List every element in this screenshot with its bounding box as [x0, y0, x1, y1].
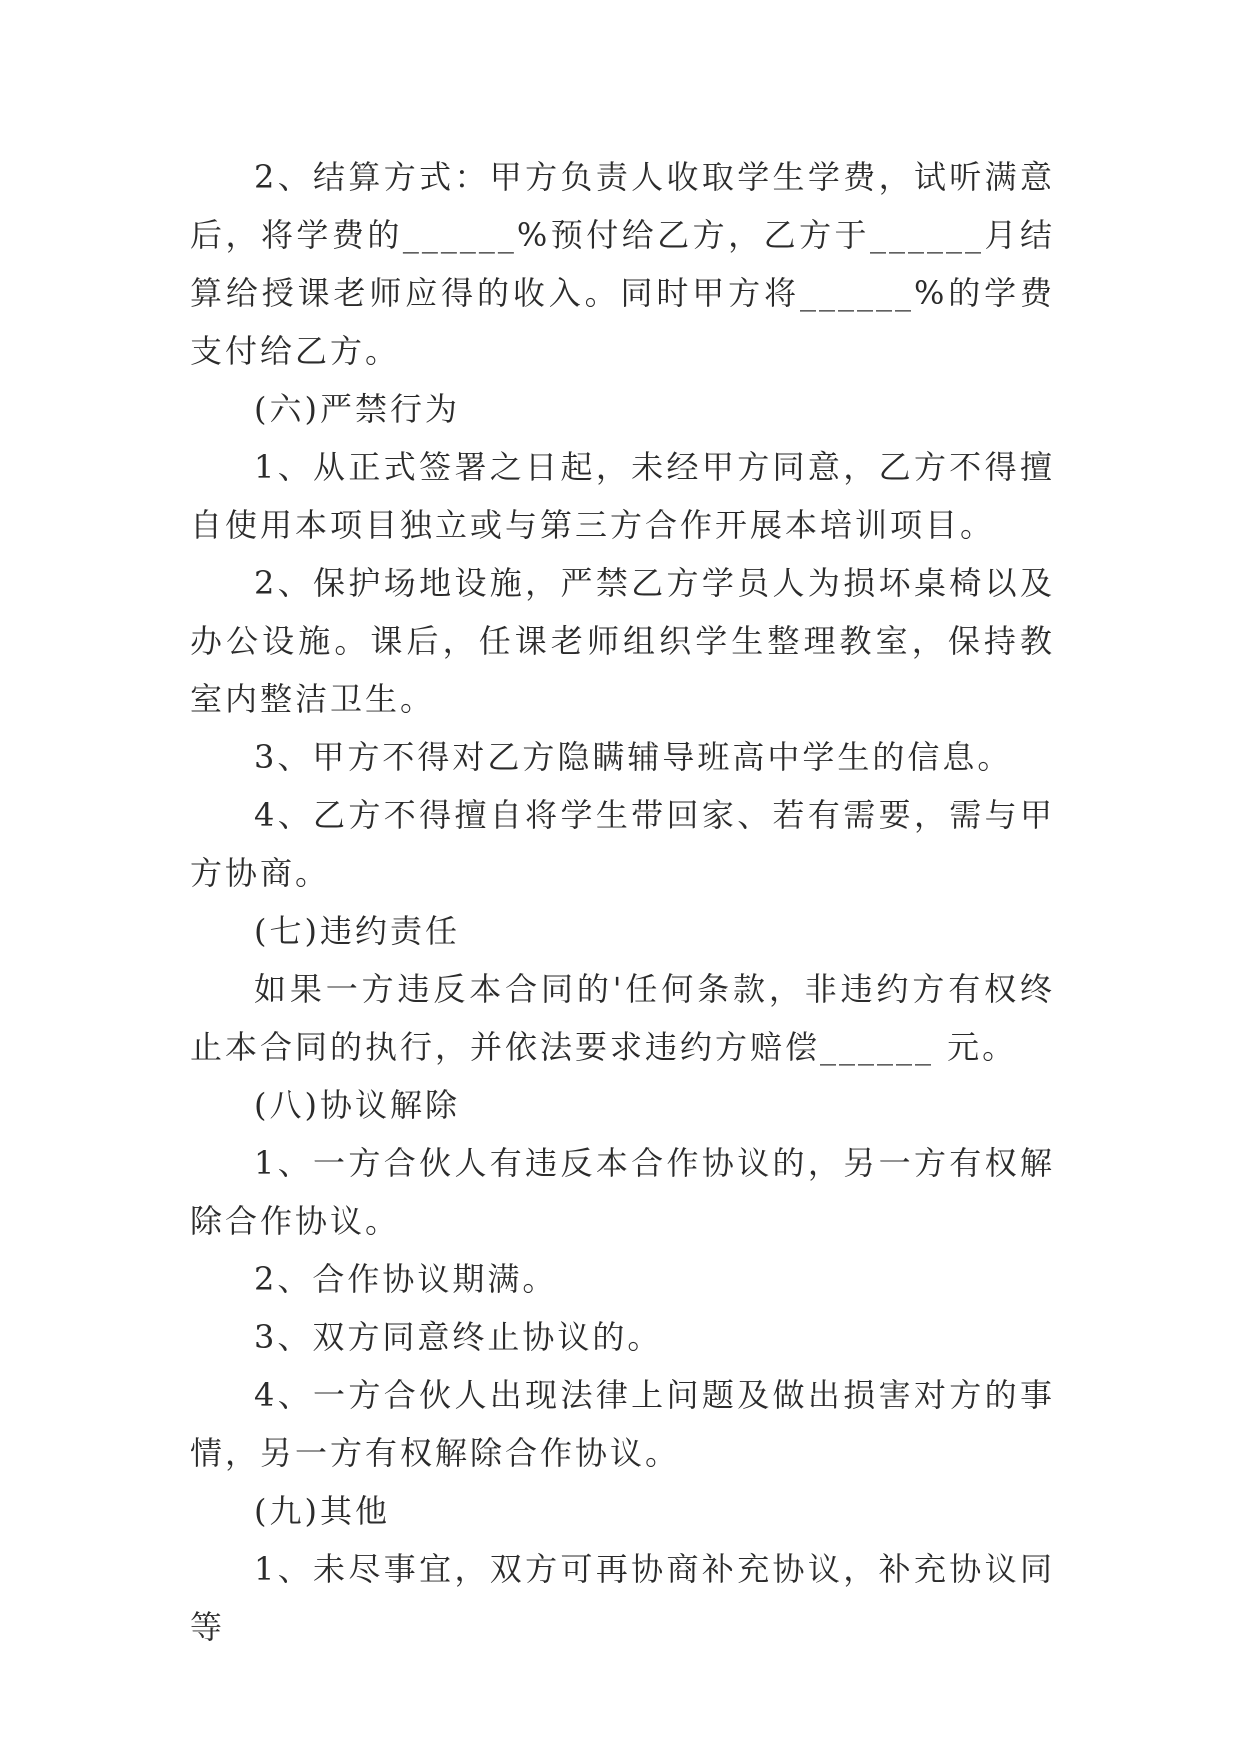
paragraph-liability: 如果一方违反本合同的'任何条款，非违约方有权终止本合同的执行，并依法要求违约方赔偿______ 元。 [190, 970, 1055, 1066]
paragraph-prohibited-2: 2、保护场地设施，严禁乙方学员人为损坏桌椅以及办公设施。课后，任课老师组织学生整理教室，保持教室内整洁卫生。 [190, 564, 1055, 718]
paragraph-termination-4: 4、一方合伙人出现法律上问题及做出损害对方的事情，另一方有权解除合作协议。 [190, 1376, 1055, 1472]
document-body [190, 148, 1055, 1656]
paragraph-prohibited-3: 3、甲方不得对乙方隐瞒辅导班高中学生的信息。 [254, 738, 1013, 776]
paragraph-prohibited-1: 1、从正式签署之日起，未经甲方同意，乙方不得擅自使用本项目独立或与第三方合作开展本培训项目。 [190, 448, 1055, 544]
paragraph-termination-1: 1、一方合伙人有违反本合作协议的，另一方有权解除合作协议。 [190, 1144, 1055, 1240]
paragraph-settlement-method: 2、结算方式：甲方负责人收取学生学费，试听满意后，将学费的______%预付给乙方，乙方于______月结算给授课老师应得的收入。同时甲方将______%的学费支付给乙方。 [190, 158, 1055, 370]
section-heading-prohibited-acts: (六)严禁行为 [254, 390, 460, 428]
paragraph-termination-3: 3、双方同意终止协议的。 [254, 1318, 663, 1356]
paragraph-prohibited-4: 4、乙方不得擅自将学生带回家、若有需要，需与甲方协商。 [190, 796, 1055, 892]
section-heading-other: (九)其他 [254, 1492, 390, 1530]
paragraph-termination-2: 2、合作协议期满。 [254, 1260, 558, 1298]
section-heading-termination: (八)协议解除 [254, 1086, 460, 1124]
paragraph-other-1: 1、未尽事宜，双方可再协商补充协议，补充协议同等 [190, 1550, 1055, 1646]
section-heading-liability: (七)违约责任 [254, 912, 460, 950]
